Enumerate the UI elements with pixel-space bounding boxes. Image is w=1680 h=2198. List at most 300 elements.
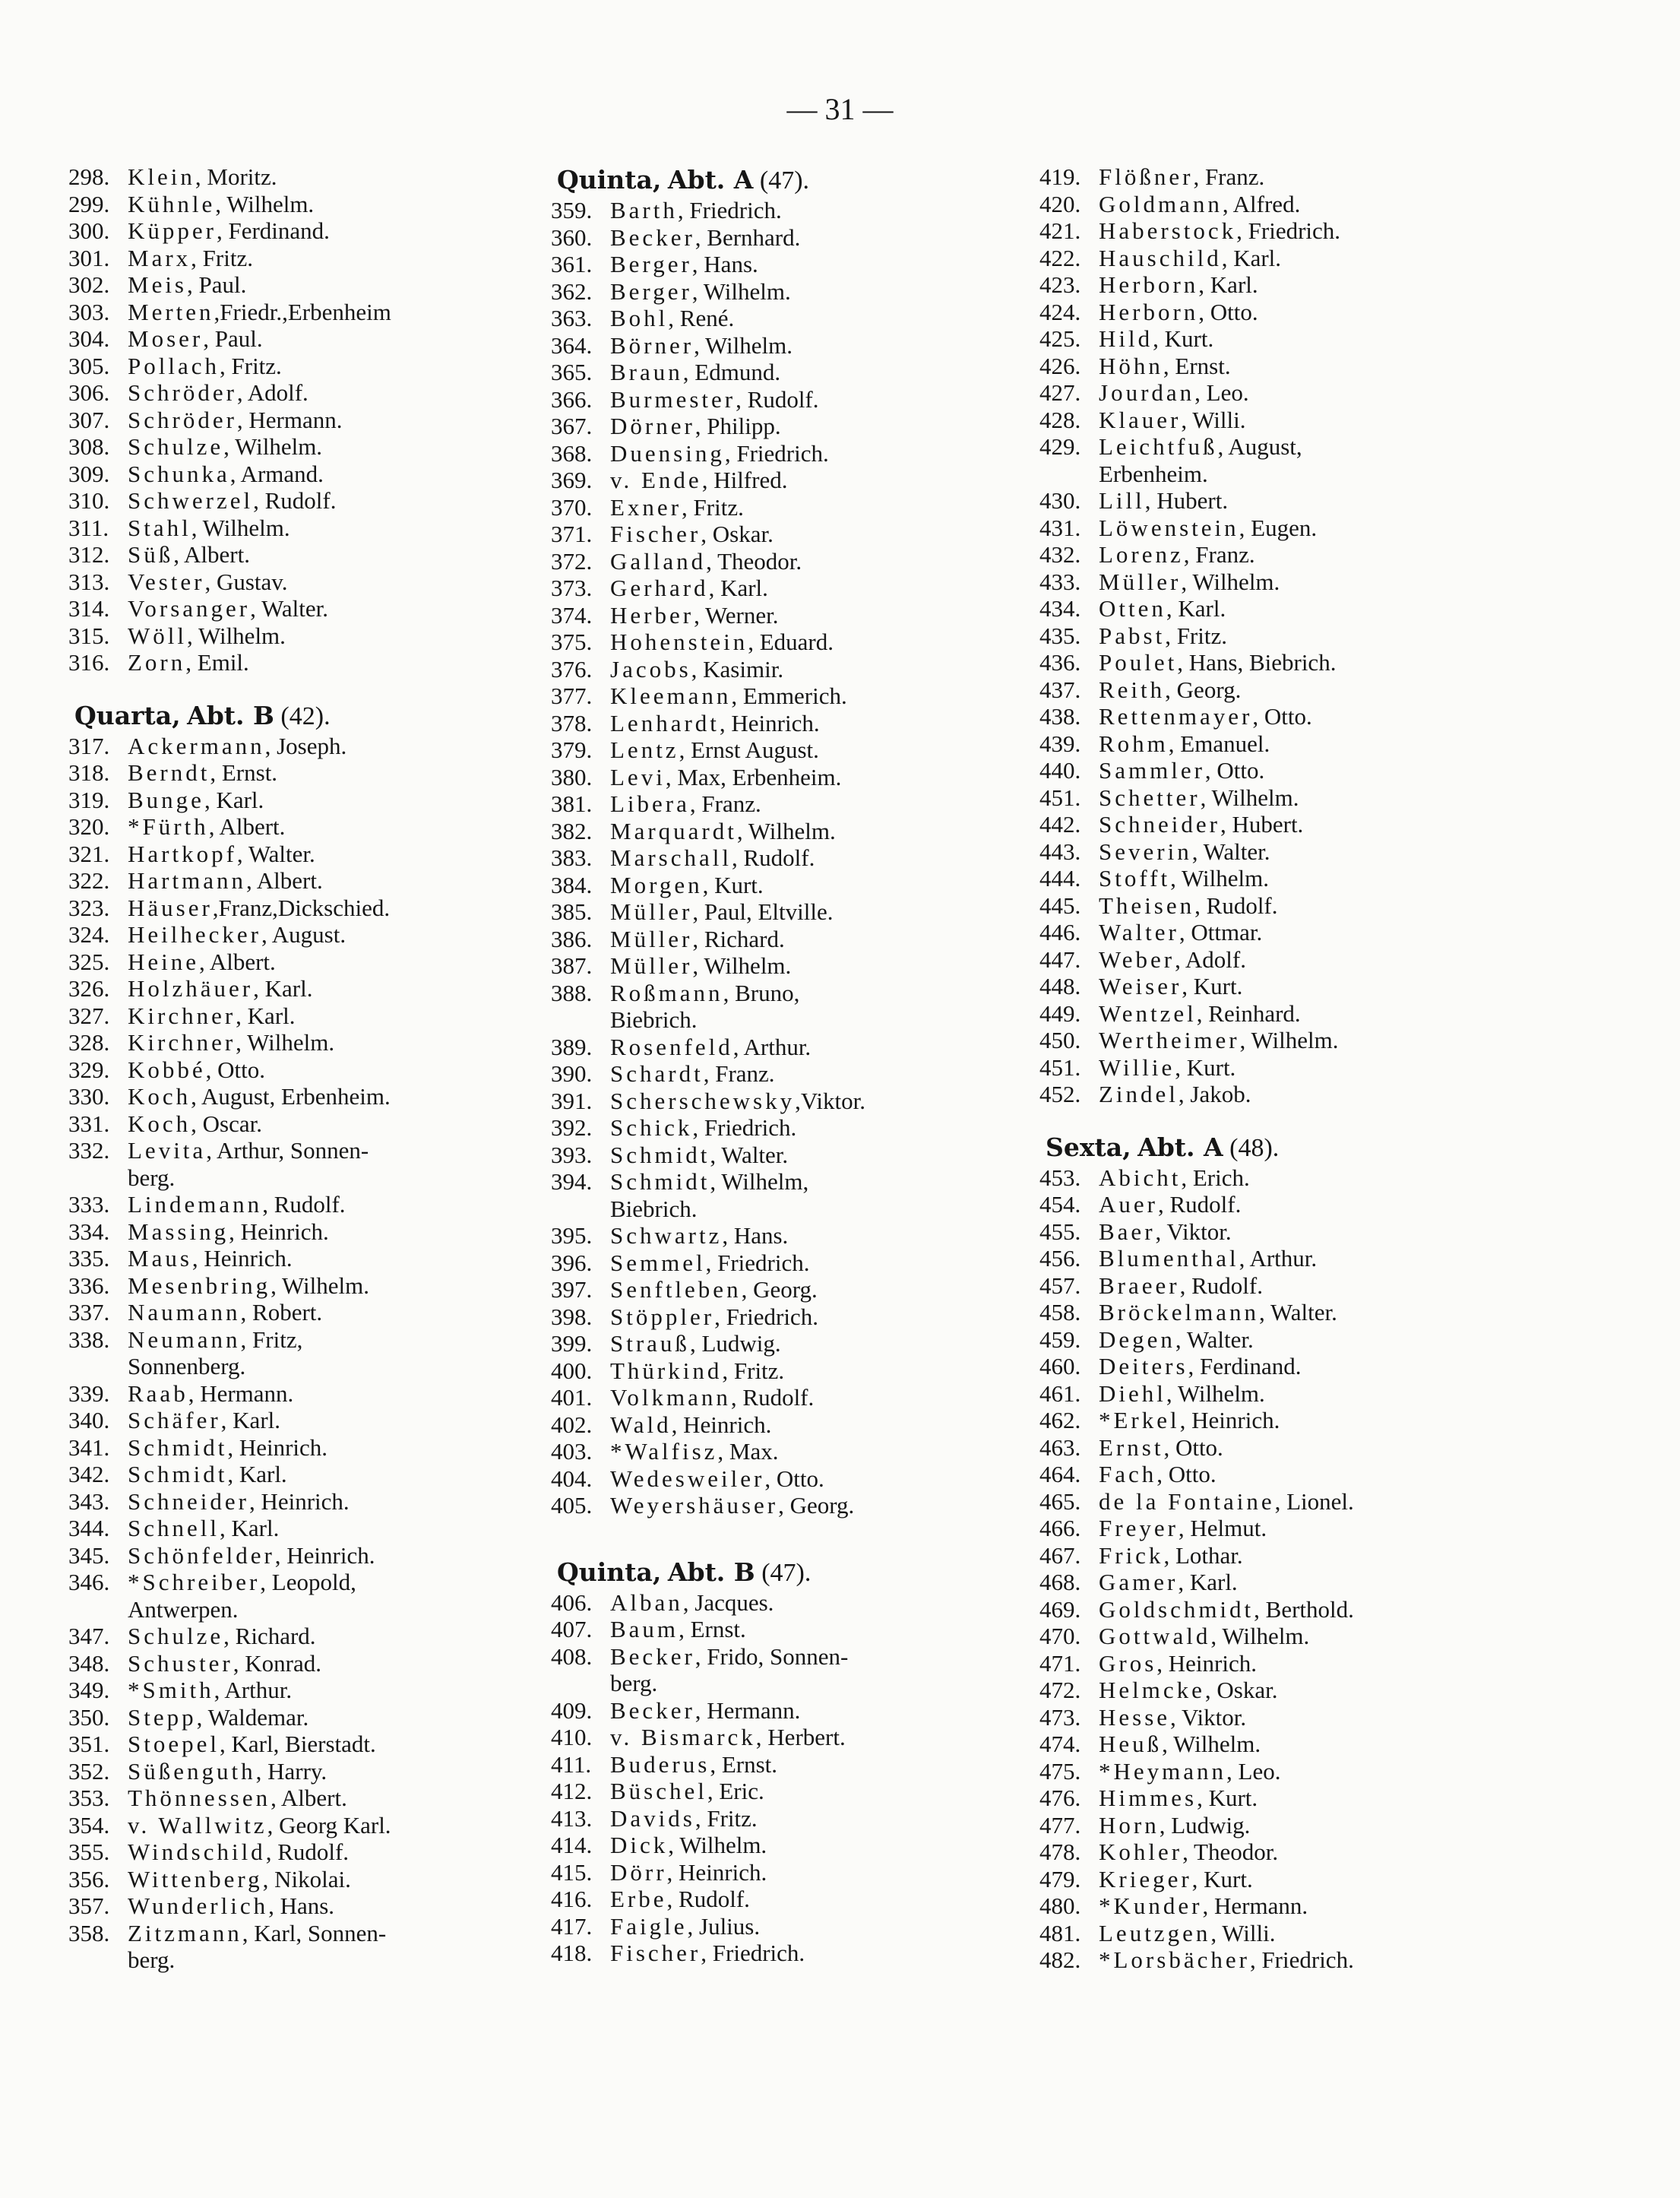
entry-number: 302. [68,271,110,298]
entry-surname: Walter [1099,919,1179,945]
entry-number: 418. [551,1940,593,1966]
entry-surname: Klein [128,163,195,190]
entry-surname: Fischer [610,521,701,547]
list-item [68,841,501,868]
entry-text [1099,1027,1495,1054]
entry-number: 438. [1039,703,1081,730]
entry-text [610,440,976,467]
entry-text [128,1704,501,1731]
entry-number: 478. [1039,1839,1081,1865]
entry-continuation: Biebrich. [610,1006,698,1033]
entry-surname: Bohl [610,305,669,331]
entry-number: 316. [68,649,110,676]
list-item [551,629,976,656]
entry-text [128,1002,501,1030]
entry-surname: Windschild [128,1839,266,1865]
entry-number: 377. [551,683,593,709]
entry-text [610,305,976,332]
list-item [551,1303,976,1331]
entry-number: 358. [68,1919,110,1946]
entry-text [1099,1191,1495,1218]
entry-number: 434. [1039,595,1081,622]
entry-number: 301. [68,244,110,271]
entry-surname: Weber [1099,945,1175,973]
entry-number: 344. [68,1515,110,1541]
entry-number: 382. [551,817,593,844]
entry-surname: Berndt [128,759,210,786]
entry-surname: Lill [1099,487,1145,514]
entry-text [610,844,976,872]
entry-number: 374. [551,601,593,629]
entry-surname: Schardt [610,1060,704,1087]
entry-text [610,359,976,386]
entry-surname: Süß [128,541,174,568]
entry-text [128,975,501,1002]
entry-text [128,353,501,380]
entry-text [610,764,976,791]
entry-given-name: , Franz. [1183,541,1255,568]
entry-number: 392. [551,1114,593,1141]
list-item [1039,1704,1495,1731]
entry-given-name: , Rudolf. [253,487,337,514]
entry-text [128,1137,501,1191]
entry-number: 420. [1039,190,1081,217]
entry-continuation: Antwerpen. [128,1595,239,1623]
entry-number: 366. [551,385,593,413]
entry-surname: Thürkind [610,1357,723,1384]
entry-surname: Hild [1099,325,1153,352]
entry-surname: Thönnessen [128,1785,271,1811]
entry-given-name: , Karl. [253,975,313,1002]
entry-number: 388. [551,979,593,1006]
entry-text [128,1866,501,1893]
list-item [68,1326,501,1380]
entry-given-name: , Kurt. [1191,1865,1253,1892]
entry-number: 365. [551,359,593,385]
list-item [68,325,501,353]
entry-text [128,245,501,272]
entry-number: 408. [551,1642,593,1670]
list-item [551,764,976,791]
entry-number: 335. [68,1245,110,1272]
entry-given-name: ,Viktor. [795,1087,865,1114]
entry-number: 435. [1039,622,1081,649]
entry-surname: v. Ende [610,467,702,493]
entry-continuation: Erbenheim. [1099,460,1208,487]
list-item [1039,676,1495,704]
entry-text [128,1650,501,1677]
entry-given-name: , Walter. [1259,1299,1337,1325]
entry-surname: Diehl [1099,1379,1166,1407]
entry-text [128,407,501,434]
entry-surname: Kühnle [128,190,216,217]
entry-given-name: , Walter. [1191,838,1270,865]
list-item [551,224,976,252]
entry-number: 381. [551,790,593,817]
entry-surname: Stepp [128,1703,197,1731]
entry-text [610,629,976,656]
column-2 [551,163,976,1967]
entry-surname: Levita [128,1137,207,1164]
entry-text [1099,757,1495,784]
entry-number: 300. [68,217,110,244]
entry-given-name: , Erich. [1181,1164,1250,1191]
list-item [551,1697,976,1725]
entry-number: 375. [551,629,593,655]
entry-number: 469. [1039,1595,1081,1623]
list-item [68,867,501,895]
section-heading [74,699,501,733]
entry-text [128,1569,501,1623]
entry-surname: *Lorsbächer [1099,1946,1250,1973]
entry-given-name: , Karl. [1198,271,1258,298]
entry-given-name: , Heinrich. [227,1433,328,1461]
entry-surname: Schneider [1099,811,1220,838]
entry-text [610,683,976,710]
list-item [1039,838,1495,866]
class-section [551,163,976,1519]
entry-text [610,1330,976,1357]
entry-number: 460. [1039,1353,1081,1379]
entry-number: 411. [551,1750,592,1778]
entry-text [128,379,501,407]
entry-surname: Leichtfuß [1099,433,1218,460]
entry-number: 355. [68,1839,110,1865]
entry-number: 423. [1039,271,1081,298]
entry-text [1099,1299,1495,1326]
entry-text [128,1110,501,1138]
entry-number: 303. [68,298,110,325]
entry-number: 471. [1039,1649,1081,1677]
entry-text [128,1920,501,1974]
entry-given-name: , Wilhelm. [236,1029,335,1056]
entry-number: 458. [1039,1299,1081,1325]
list-item [1039,379,1495,407]
entry-surname: Sammler [1099,757,1205,784]
entry-surname: Schröder [128,406,237,433]
entry-text [128,1056,501,1084]
entry-text [610,548,976,575]
list-item [551,1384,976,1411]
entry-text [1099,892,1495,920]
entry-number: 470. [1039,1623,1081,1649]
entry-number: 305. [68,352,110,379]
entry-text [610,1384,976,1411]
entry-given-name: , Albert. [271,1785,347,1811]
entry-text [610,197,976,224]
entry-surname: Berger [610,277,692,305]
entry-number: 406. [551,1588,593,1616]
list-item [68,379,501,407]
entry-surname: Stöppler [610,1303,715,1330]
entry-number: 299. [68,190,110,217]
entry-given-name: , Wilhelm. [271,1272,370,1299]
entry-surname: Küpper [128,217,217,244]
entry-surname: Schmidt [128,1433,228,1461]
entry-number: 417. [551,1912,593,1940]
entry-given-name: , Wilhelm, [710,1168,809,1195]
entry-number: 467. [1039,1541,1081,1569]
entry-surname: Ackermann [128,732,265,759]
list-item [1039,299,1495,326]
entry-surname: Hohenstein [610,629,748,655]
list-item [1039,1839,1495,1866]
entry-surname: Heine [128,948,200,975]
entry-surname: Strauß [610,1330,690,1357]
entry-surname: Schneider [128,1487,249,1515]
entry-surname: Hartmann [128,867,246,894]
entry-number: 446. [1039,919,1081,945]
list-item [68,813,501,841]
entry-number: 397. [551,1276,593,1303]
entry-text [1099,838,1495,866]
entry-surname: Blumenthal [1099,1245,1239,1272]
entry-number: 367. [551,413,593,439]
entry-given-name: , Rudolf. [731,844,815,871]
list-item [551,1832,976,1859]
list-item [551,790,976,818]
entry-surname: Reith [1099,676,1166,703]
list-item [551,656,976,683]
list-item [551,844,976,872]
entry-number: 325. [68,948,110,975]
entry-number: 327. [68,1002,110,1029]
entry-number: 383. [551,844,593,871]
entry-number: 380. [551,763,593,790]
entry-given-name: , Adolf. [236,379,308,406]
entry-text [1099,1054,1495,1082]
section-heading-name: Quinta, [557,165,662,195]
entry-surname: Naumann [128,1299,241,1325]
entry-text [128,1677,501,1704]
entry-text [128,1380,501,1408]
entry-text [1099,191,1495,218]
entry-given-name: , Jakob. [1178,1081,1251,1107]
entry-given-name: , Wilhelm. [1239,1027,1339,1053]
entry-number: 437. [1039,676,1081,703]
entry-text [610,1859,976,1886]
list-item [1039,1407,1495,1434]
entry-surname: Frick [1099,1541,1164,1569]
entry-surname: Theisen [1099,892,1195,919]
entry-text [1099,919,1495,946]
entry-given-name: , Heinrich. [719,709,820,736]
entry-number: 448. [1039,973,1081,999]
entry-text [1099,1596,1495,1623]
entry-number: 419. [1039,163,1081,190]
list-item [551,952,976,980]
entry-given-name: , Karl. [1166,595,1226,622]
entry-given-name: , Karl, Bierstadt. [220,1731,376,1757]
entry-number: 318. [68,759,110,786]
entry-given-name: , Fritz. [191,244,253,271]
list-item [68,245,501,272]
entry-surname: Neumann [128,1325,241,1353]
entry-text [128,433,501,461]
list-item [68,1029,501,1056]
list-item [1039,217,1495,245]
entry-number: 479. [1039,1865,1081,1892]
entry-text [1099,1542,1495,1569]
entry-given-name: , Theodor. [706,547,802,575]
entry-surname: Gottwald [1099,1623,1211,1649]
entry-given-name: , Emil. [185,649,249,676]
section-heading-count: (47). [761,1558,812,1587]
entry-text [610,1222,976,1249]
entry-text [610,494,976,521]
entry-number: 322. [68,867,110,894]
entry-text [1099,353,1495,380]
entry-given-name: , Wilhelm. [694,331,793,359]
list-item [68,1137,501,1191]
list-item [68,787,501,814]
entry-given-name: , Karl. [227,1461,287,1487]
entry-number: 357. [68,1892,110,1919]
list-item [551,1940,976,1967]
list-item [551,278,976,306]
entry-text [1099,1785,1495,1812]
list-item [1039,325,1495,353]
entry-surname: Maus [128,1245,192,1272]
list-item [551,980,976,1034]
entry-text [610,1249,976,1277]
entry-number: 387. [551,952,593,979]
entry-given-name: , August, Erbenheim. [191,1083,391,1110]
list-item [551,602,976,629]
entry-surname: Pollach [128,352,220,379]
entry-number: 310. [68,487,110,514]
entry-surname: Auer [1099,1191,1158,1218]
entry-text [128,1299,501,1326]
entry-number: 412. [551,1778,593,1804]
entry-given-name: , Berthold. [1254,1595,1354,1623]
entry-surname: Duensing [610,439,725,467]
entry-given-name: , Friedrich. [1249,1946,1354,1973]
entry-number: 373. [551,575,593,601]
list-item [68,1677,501,1704]
entry-given-name: , Gustav. [204,568,288,595]
entry-number: 369. [551,467,593,493]
entry-surname: Kirchner [128,1029,236,1056]
entry-given-name: , Heinrich. [229,1218,329,1245]
list-item [551,413,976,440]
entry-given-name: , Harry. [255,1757,327,1785]
entry-surname: Becker [610,1642,695,1670]
entry-number: 480. [1039,1892,1081,1919]
entry-text [1099,1353,1495,1380]
entry-number: 308. [68,433,110,460]
entry-surname: Schetter [1099,784,1201,811]
entry-surname: Stahl [128,514,191,541]
entry-given-name: , Wilhelm. [215,190,315,217]
page-number: — 31 — [786,92,894,126]
entry-continuation: berg. [128,1946,176,1973]
entry-surname: Wertheimer [1099,1027,1240,1053]
entry-number: 339. [68,1379,110,1407]
entry-given-name: , Bernhard. [694,223,801,251]
entry-text [610,1114,976,1142]
entry-given-name: , Werner. [694,601,779,629]
entry-given-name: , Oskar. [701,521,774,547]
entry-surname: Schmidt [128,1461,228,1487]
entry-surname: Davids [610,1804,695,1832]
entry-text [1099,1488,1495,1515]
entry-given-name: , Albert. [208,813,286,840]
entry-text [610,467,976,494]
entry-surname: Freyer [1099,1515,1179,1541]
list-item [68,1434,501,1462]
list-item [551,1142,976,1169]
list-item [68,1083,501,1110]
list-item [68,1892,501,1920]
entry-given-name: , August, [1217,433,1302,460]
entry-given-name: , Adolf. [1175,945,1246,973]
entry-text [128,1083,501,1110]
list-item [551,872,976,899]
entry-text [1099,1677,1495,1704]
entry-surname: Deiters [1099,1353,1188,1379]
list-item [68,1866,501,1893]
entry-given-name: , Kurt. [1182,973,1243,999]
entry-given-name: , Theodor. [1182,1839,1279,1865]
entry-text [610,1034,976,1061]
entry-given-name: , Karl. [220,1515,280,1541]
entry-text [610,1832,976,1859]
entry-surname: Becker [610,1696,695,1724]
entry-given-name: , Konrad. [233,1649,321,1677]
list-item [551,332,976,359]
list-item [551,494,976,521]
entry-number: 389. [551,1033,593,1060]
entry-number: 414. [551,1832,593,1858]
entry-text [1099,676,1495,704]
entry-text [128,841,501,868]
entry-number: 360. [551,223,593,251]
entry-given-name: , Alfred. [1222,190,1301,217]
entry-given-name: , Arthur, Sonnen- [206,1137,369,1164]
entry-surname: Weyershäuser [610,1492,779,1519]
entry-given-name: , Friedrich. [701,1940,805,1966]
entry-number: 395. [551,1222,593,1249]
entry-given-name: , Friedrich. [724,439,829,467]
list-item [551,575,976,602]
entry-given-name: , Ernst. [1163,352,1231,379]
entry-surname: Burmester [610,385,736,413]
entry-text [610,1142,976,1169]
entry-text [1099,1245,1495,1272]
entry-number: 404. [551,1465,593,1492]
entry-given-name: , Wilhelm. [692,952,792,979]
entry-number: 349. [68,1677,110,1703]
entry-text [610,1492,976,1519]
entry-surname: Schuster [128,1649,233,1677]
entry-surname: Massing [128,1218,229,1245]
entry-number: 431. [1039,514,1081,541]
entry-surname: Degen [1099,1325,1175,1353]
list-item [551,251,976,278]
entry-text [610,1751,976,1778]
entry-surname: Hesse [1099,1703,1171,1731]
entry-text [1099,1839,1495,1866]
list-item [1039,353,1495,380]
entry-surname: Weiser [1099,973,1182,999]
entry-surname: Hauschild [1099,244,1222,271]
entry-given-name: , Wilhelm. [736,817,836,844]
entry-surname: *Walfisz [610,1438,718,1465]
entry-text [610,1886,976,1913]
entry-text [610,332,976,359]
entry-surname: Höhn [1099,352,1163,379]
